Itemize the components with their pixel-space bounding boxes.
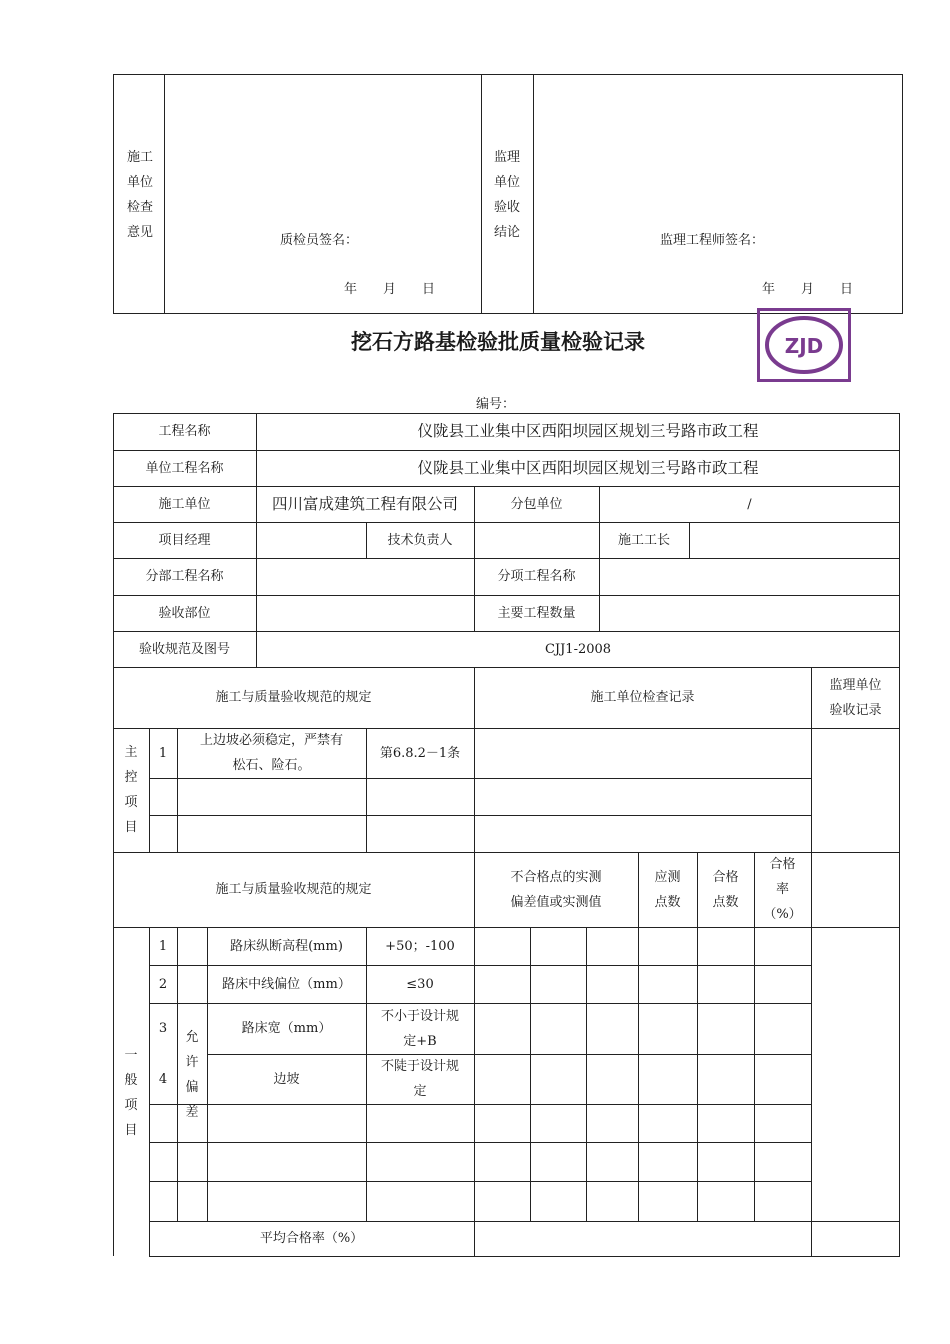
main-supervisor-header: 监理单位 验收记录 [829,677,882,718]
main-item-clause: 第6.8.2－1条 [379,745,461,761]
general-spec-header: 施工与质量验收规范的规定 [215,882,372,897]
foreman-label: 施工工长 [617,532,670,548]
pass-rate-header: 合格 率 （%） [763,857,802,922]
project-name-label: 工程名称 [158,424,211,439]
item-1-no: 1 [158,938,168,954]
item-2-no: 2 [158,976,168,992]
item-4-no: 4 [158,1071,168,1087]
subcontractor-label: 分包单位 [510,496,563,512]
page-title: 挖石方路基检验批质量检验记录 [351,330,645,354]
item-4-name: 边坡 [273,1071,300,1087]
item-2-name: 路床中线偏位（mm） [222,976,351,992]
deviation-header: 不合格点的实测 偏差值或实测值 [510,869,602,910]
item-4-value: 不陡于设计规 定 [380,1059,459,1099]
standard-value: CJJ1-2008 [544,642,612,657]
unit-project-value: 仪陇县工业集中区西阳坝园区规划三号路市政工程 [417,458,759,477]
pass-points-header: 合格 点数 [712,869,739,910]
item-3-no: 3 [158,1021,168,1036]
contractor-label: 施工单位 [158,496,211,512]
item-1-value: +50；-100 [385,938,455,954]
inspector-signature-label: 质检员签名： [280,233,359,248]
general-side-label: 一 般 项 目 [124,1048,138,1138]
acceptance-part-label: 验收部位 [158,605,211,621]
should-measure-header: 应测 点数 [654,869,681,910]
average-pass-rate-label: 平均合格率（%） [259,1231,364,1246]
project-name-value: 仪陇县工业集中区西阳坝园区规划三号路市政工程 [417,422,759,440]
supervisor-date: 年 月 日 [762,282,854,297]
main-control-side-label: 主 控 项 目 [124,745,138,835]
supervisor-conclusion-label: 监理 单位 验收 结论 [493,150,520,240]
main-spec-header: 施工与质量验收规范的规定 [215,690,372,705]
main-item-no: 1 [158,745,168,761]
subcontractor-value: / [747,496,752,512]
unit-project-label: 单位工程名称 [145,460,224,476]
item-3-name: 路床宽（mm） [241,1021,332,1036]
serial-number-label: 编号： [476,397,516,412]
subitem-name-label: 分项工程名称 [497,569,576,584]
main-item-text: 上边坡必须稳定，严禁有 松石、险石。 [199,733,343,773]
engineer-signature-label: 监理工程师签名： [660,233,765,248]
main-record-header: 施工单位检查记录 [590,690,695,705]
company-logo [757,308,851,382]
zjd-logo-icon [760,311,848,379]
standard-label: 验收规范及图号 [138,642,230,657]
contractor-value: 四川富成建筑工程有限公司 [271,494,458,513]
item-3-value: 不小于设计规 定+B [380,1008,459,1049]
project-manager-label: 项目经理 [158,532,211,548]
division-name-label: 分部工程名称 [145,569,224,584]
contractor-date: 年 月 日 [344,282,436,297]
tolerance-label: 允 许 偏 差 [185,1030,199,1120]
item-1-name: 路床纵断高程(mm) [230,938,343,954]
contractor-opinion-label: 施工 单位 检查 意见 [126,150,153,240]
item-2-value: ≤30 [406,976,434,992]
logo-text: ZJD [784,334,824,358]
main-quantity-label: 主要工程数量 [497,605,576,621]
tech-lead-label: 技术负责人 [387,532,453,548]
